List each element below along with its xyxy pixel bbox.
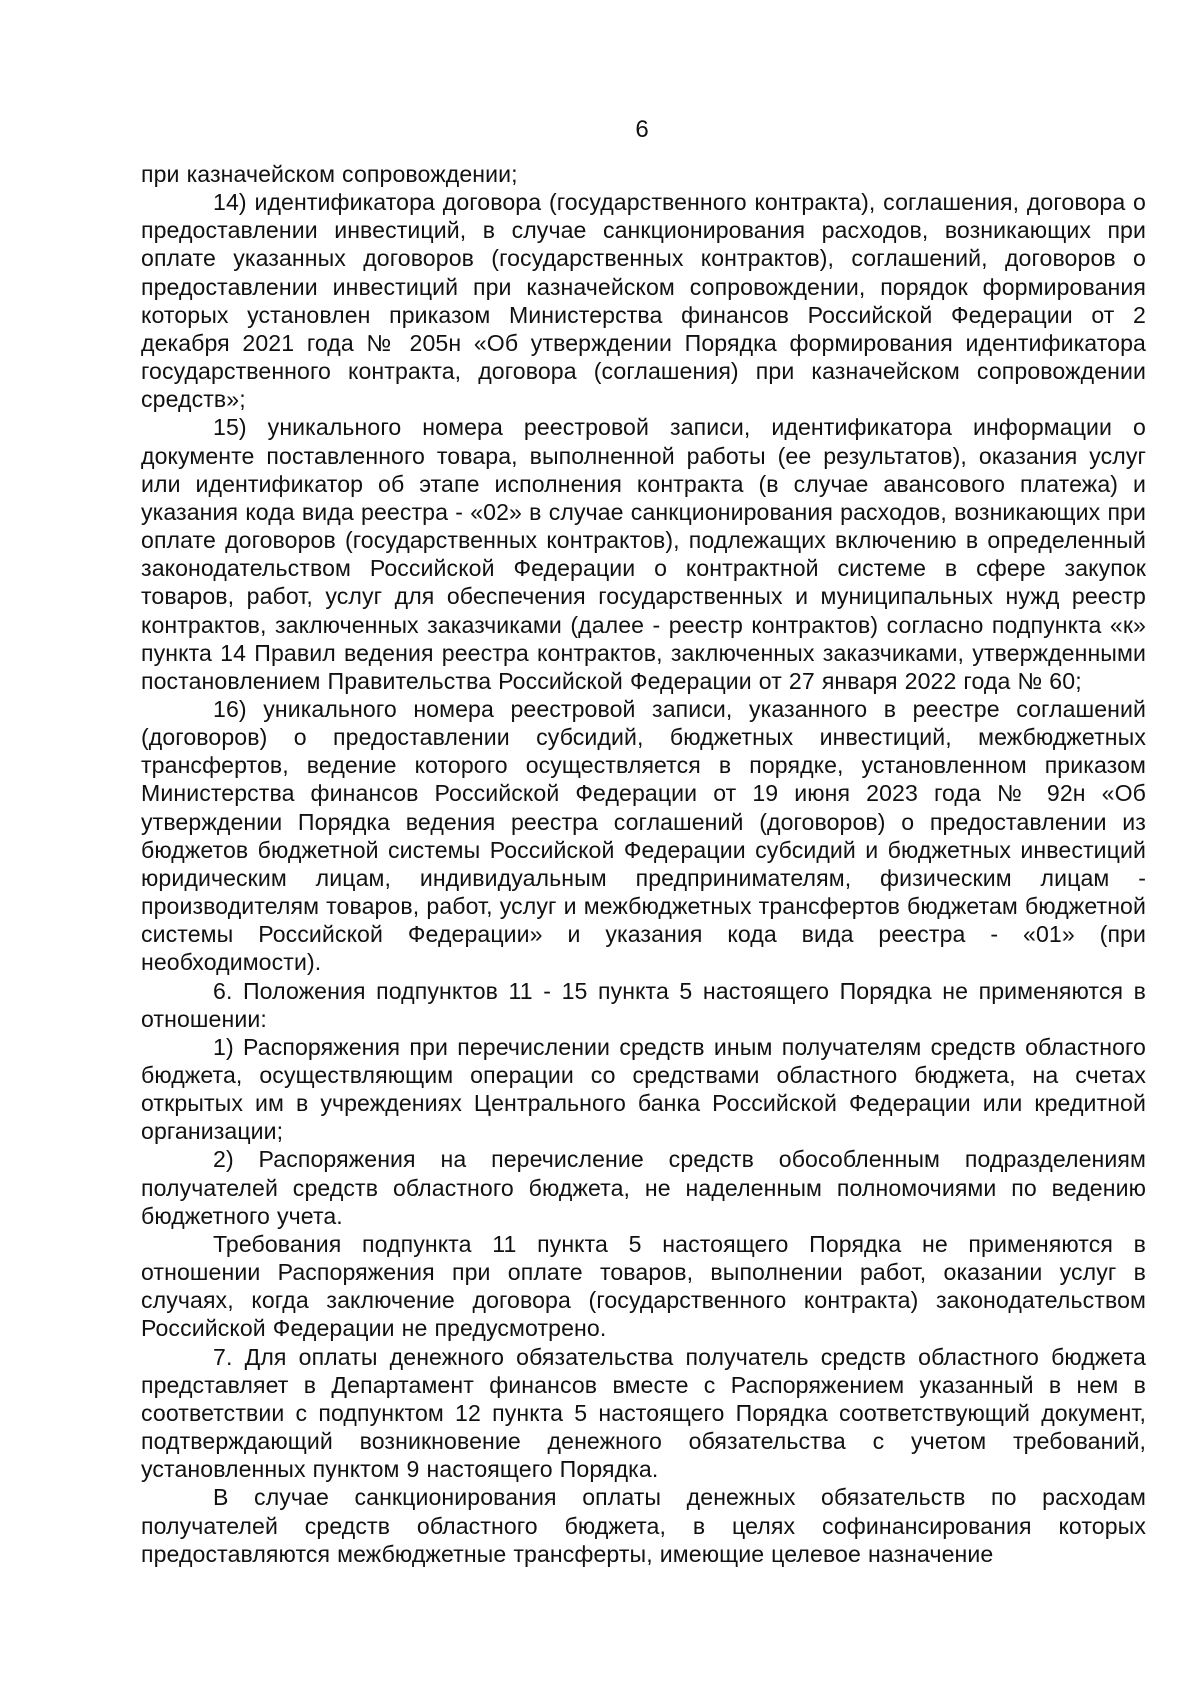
paragraph-clause-6-item-1: 1) Распоряжения при перечислении средств иным получателям средств областного бюджета, осуществляющим операции со средствами областного бюджета, на счетах открытых им в учреждениях Центрального банка Российской Федерации или кредитной организации;	[141, 1033, 1146, 1145]
paragraph-requirements-exception: Требования подпункта 11 пункта 5 настоящего Порядка не применяются в отношении Распоряжения при оплате товаров, выполнении работ, оказании услуг в случаях, когда заключение договора (государственного контракта) законодательством Российской Федерации не предусмотрено.	[141, 1230, 1146, 1342]
paragraph-cofinancing-case: В случае санкционирования оплаты денежных обязательств по расходам получателей средств областного бюджета, в целях софинансирования которых предоставляются межбюджетные трансферты, имеющие целевое назначение	[141, 1484, 1146, 1567]
paragraph-clause-7: 7. Для оплаты денежного обязательства получатель средств областного бюджета представляет в Департамент финансов вместе с Распоряжением указанный в нем в соответствии с подпунктом 12 пункта 5 настоящего Порядка соответствующий документ, подтверждающий возникновение денежного обязательства с учетом требований, установленных пунктом 9 настоящего Порядка.	[141, 1343, 1146, 1483]
paragraph-continuation: при казначейском сопровождении;	[141, 161, 518, 187]
document-body	[141, 160, 1146, 1568]
paragraph-item-15: 15) уникального номера реестровой записи, идентификатора информации о документе поставленного товара, выполненной работы (ее результатов), оказания услуг или идентификатор об этапе исполнения контракта (в случае авансового платежа) и указания кода вида реестра - «02» в случае санкционирования расходов, возникающих при оплате договоров (государственных контрактов), подлежащих включению в определенный законодательством Российской Федерации о контрактной системе в сфере закупок товаров, работ, услуг для обеспечения государственных и муниципальных нужд реестр контрактов, заключенных заказчиками (далее - реестр контрактов) согласно подпункта «к» пункта 14 Правил ведения реестра контрактов, заключенных заказчиками, утвержденными постановлением Правительства Российской Федерации от 27 января 2022 года № 60;	[141, 414, 1146, 694]
paragraph-clause-6: 6. Положения подпунктов 11 - 15 пункта 5 настоящего Порядка не применяются в отношении:	[141, 977, 1146, 1032]
paragraph-item-14: 14) идентификатора договора (государственного контракта), соглашения, договора о предоставлении инвестиций, в случае санкционирования расходов, возникающих при оплате указанных договоров (государственных контрактов), соглашений, договоров о предоставлении инвестиций при казначейском сопровождении, порядок формирования которых установлен приказом Министерства финансов Российской Федерации от 2 декабря 2021 года № 205н «Об утверждении Порядка формирования идентификатора государственного контракта, договора (соглашения) при казначейском сопровождении средств»;	[141, 189, 1146, 413]
page-number: 6	[635, 116, 649, 143]
paragraph-item-16: 16) уникального номера реестровой записи, указанного в реестре соглашений (договоров) о предоставлении субсидий, бюджетных инвестиций, межбюджетных трансфертов, ведение которого осуществляется в порядке, установленном приказом Министерства финансов Российской Федерации от 19 июня 2023 года № 92н «Об утверждении Порядка ведения реестра соглашений (договоров) о предоставлении из бюджетов бюджетной системы Российской Федерации субсидий и бюджетных инвестиций юридическим лицам, индивидуальным предпринимателям, физическим лицам - производителям товаров, работ, услуг и межбюджетных трансфертов бюджетам бюджетной системы Российской Федерации» и указания кода вида реестра - «01» (при необходимости).	[141, 695, 1146, 976]
paragraph-clause-6-item-2: 2) Распоряжения на перечисление средств обособленным подразделениям получателей средств областного бюджета, не наделенным полномочиями по ведению бюджетного учета.	[141, 1146, 1146, 1229]
